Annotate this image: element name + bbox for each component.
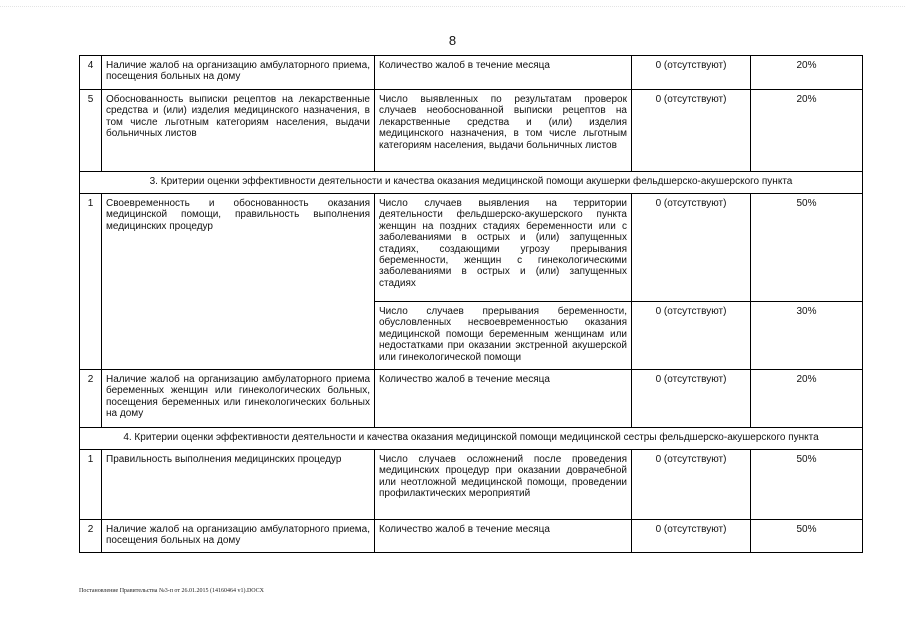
page-number: 8	[448, 33, 457, 48]
row-number: 5	[80, 90, 102, 172]
section-header-row	[80, 428, 863, 450]
criterion-cell: Своевременность и обоснованность оказания медицинской помощи, правильность выполнения медицинских процедур	[102, 194, 375, 370]
weight-cell: 50%	[751, 194, 863, 302]
weight-cell: 20%	[751, 370, 863, 428]
scan-edge-line	[0, 6, 905, 8]
section-header-row	[80, 172, 863, 194]
indicator-cell: Число выявленных по результатам проверок случаев необоснованной выписки рецептов на лекарственные средства и (или) изделия медицинского назначения, в том числе льготным категориям населения, выдачи больничных листов	[375, 90, 632, 172]
criteria-table	[79, 55, 863, 553]
criterion-cell: Наличие жалоб на организацию амбулаторного приема, посещения больных на дому	[102, 520, 375, 553]
table-row	[80, 450, 863, 520]
weight-cell: 50%	[751, 450, 863, 520]
table-row	[80, 370, 863, 428]
criterion-cell: Наличие жалоб на организацию амбулаторного приема, посещения больных на дому	[102, 56, 375, 90]
weight-cell: 20%	[751, 56, 863, 90]
criterion-cell: Правильность выполнения медицинских процедур	[102, 450, 375, 520]
value-cell: 0 (отсутствуют)	[632, 194, 751, 302]
indicator-cell: Число случаев прерывания беременности, обусловленных несвоевременностью оказания медицинской помощи беременным женщинам или недостатками при оказании экстренной акушерской или гинекологической помощи	[375, 302, 632, 370]
weight-cell: 50%	[751, 520, 863, 553]
criterion-cell: Наличие жалоб на организацию амбулаторного приема беременных женщин или гинекологических больных, посещения беременных или гинекологических больных на дому	[102, 370, 375, 428]
value-cell: 0 (отсутствуют)	[632, 90, 751, 172]
row-number: 1	[80, 450, 102, 520]
weight-cell: 20%	[751, 90, 863, 172]
value-cell: 0 (отсутствуют)	[632, 520, 751, 553]
section-3-title: 3. Критерии оценки эффективности деятельности и качества оказания медицинской помощи акушерки фельдшерско-акушерского пункта	[80, 172, 863, 194]
weight-cell: 30%	[751, 302, 863, 370]
indicator-cell: Число случаев выявления на территории деятельности фельдшерско-акушерского пункта женщин на поздних стадиях беременности или с заболеваниями в острых и (или) запущенных стадиях, создающими угрозу прерывания беременности, женщин с гинекологическими заболеваниями в острых и (или) запущенных стадиях	[375, 194, 632, 302]
document-footer: Постановление Правительства №3-п от 26.01.2015 (14160464 v1).DOCX	[79, 588, 264, 594]
value-cell: 0 (отсутствуют)	[632, 302, 751, 370]
indicator-cell: Количество жалоб в течение месяца	[375, 370, 632, 428]
indicator-cell: Количество жалоб в течение месяца	[375, 56, 632, 90]
indicator-cell: Количество жалоб в течение месяца	[375, 520, 632, 553]
row-number: 2	[80, 370, 102, 428]
row-number: 2	[80, 520, 102, 553]
table-row	[80, 194, 863, 302]
criterion-cell: Обоснованность выписки рецептов на лекарственные средства и (или) изделия медицинского назначения, в том числе льготным категориям населения, выдачи больничных листов	[102, 90, 375, 172]
value-cell: 0 (отсутствуют)	[632, 56, 751, 90]
row-number: 1	[80, 194, 102, 370]
table-row	[80, 520, 863, 553]
indicator-cell: Число случаев осложнений после проведения медицинских процедур при оказании доврачебной или неотложной медицинской помощи, проведении профилактических мероприятий	[375, 450, 632, 520]
section-4-title: 4. Критерии оценки эффективности деятельности и качества оказания медицинской помощи медицинской сестры фельдшерско-акушерского пункта	[80, 428, 863, 450]
value-cell: 0 (отсутствуют)	[632, 450, 751, 520]
table-row	[80, 56, 863, 90]
row-number: 4	[80, 56, 102, 90]
table-row	[80, 90, 863, 172]
value-cell: 0 (отсутствуют)	[632, 370, 751, 428]
